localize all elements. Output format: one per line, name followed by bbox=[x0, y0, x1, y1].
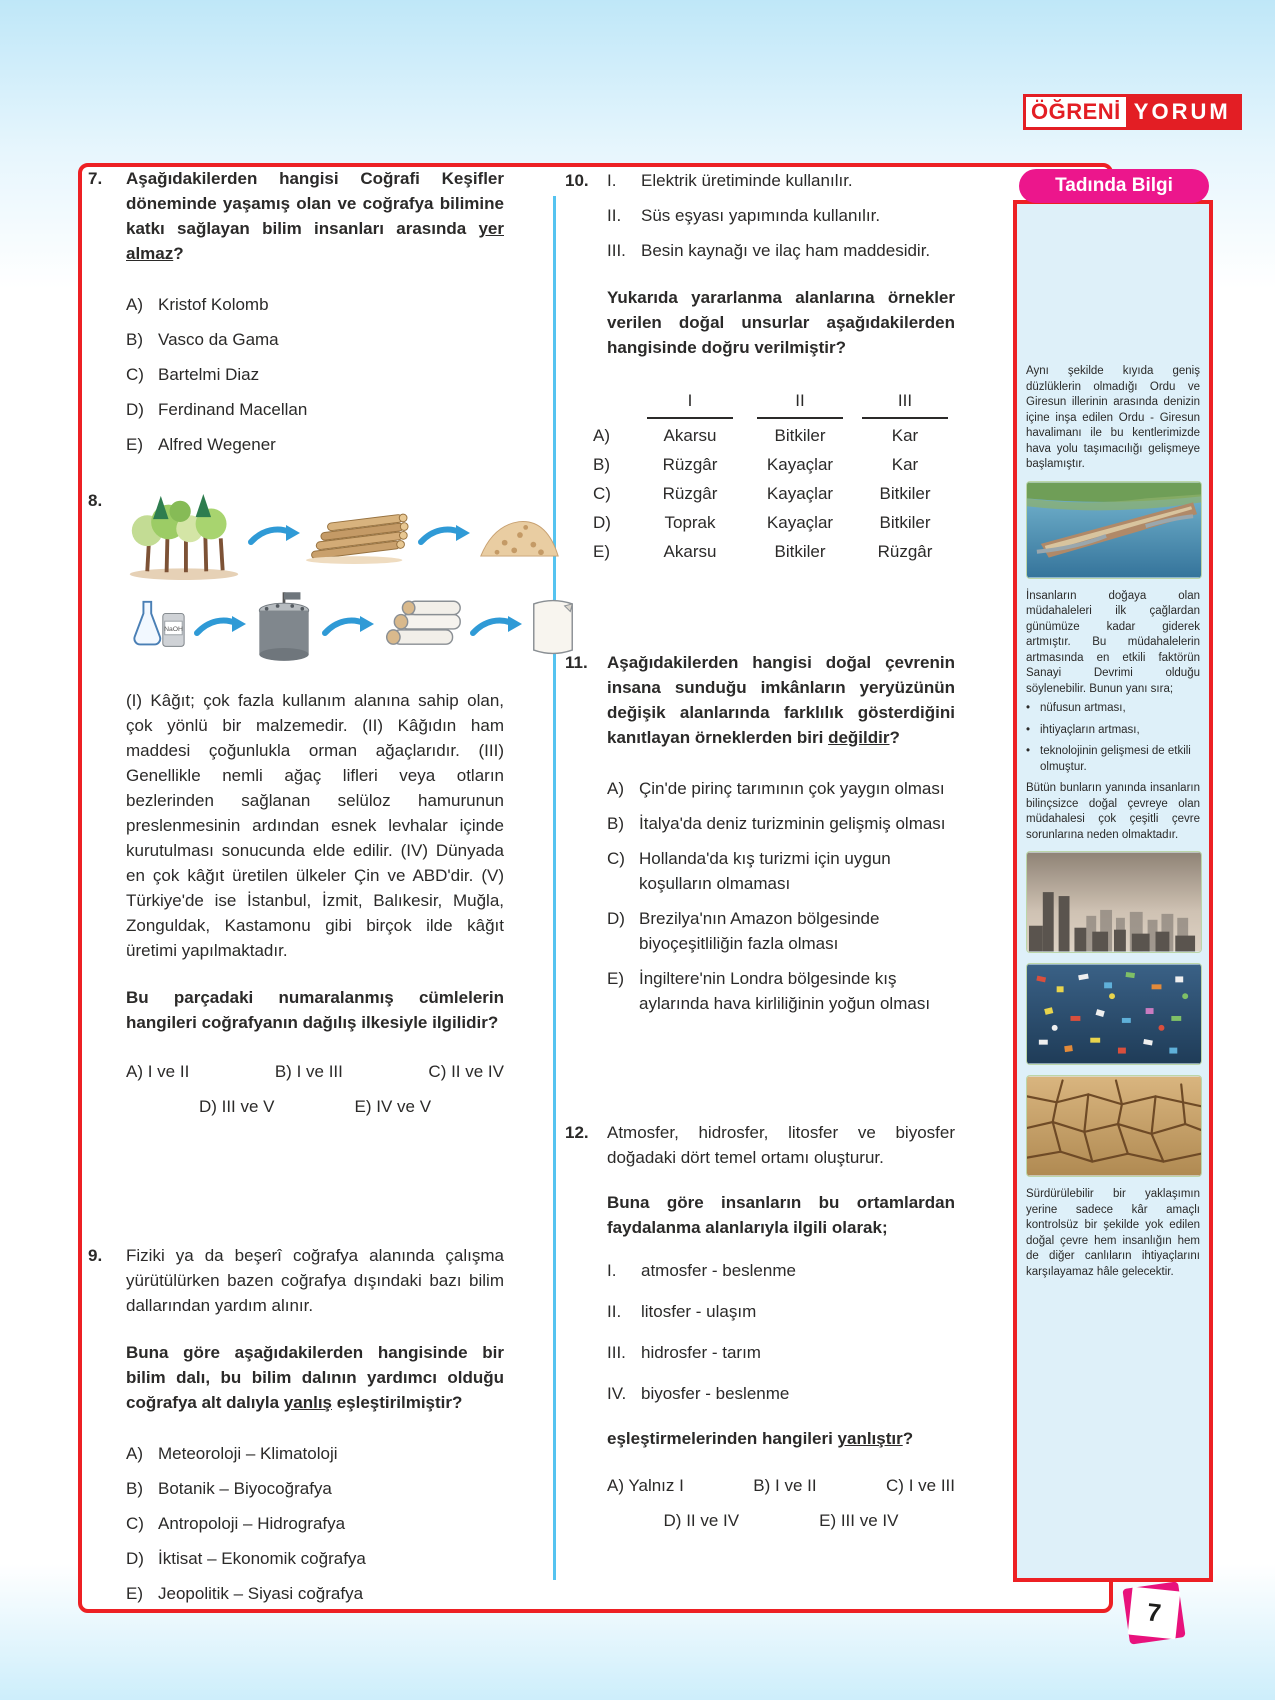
answer-option: D) Ferdinand Macellan bbox=[126, 400, 308, 419]
question-8 bbox=[88, 488, 504, 1119]
logo-text-left: ÖĞRENİ bbox=[1026, 97, 1126, 127]
page-number-badge bbox=[1126, 1585, 1182, 1641]
paper-sheet-icon bbox=[528, 596, 578, 658]
process-arrow-icon bbox=[418, 524, 470, 548]
answer-option: B) I ve III bbox=[274, 1062, 343, 1081]
answer-option: B) I ve II bbox=[753, 1476, 817, 1495]
answer-option: C) Bartelmi Diaz bbox=[126, 365, 260, 384]
airport-on-sea-aerial-photo bbox=[1026, 481, 1202, 579]
answer-option: D) Brezilya'nın Amazon bölgesinde biyoçeşitliliğin fazla olması bbox=[607, 909, 880, 953]
bullet-item: • teknolojinin gelişmesi de etkili olmuştur. bbox=[1026, 744, 1200, 775]
sidebar-paragraph-2: İnsanların doğaya olan müdahaleleri ilk çağlardan günümüze kadar giderek artmıştır. Bu müdahalelerin artmasında en etkili faktörün Sanayi Devrimi olduğu söylenebilir. Bunun yanı sıra; bbox=[1026, 589, 1200, 695]
drought-cracked-soil-photo bbox=[1026, 1075, 1202, 1177]
tadinda-bilgi-title: Tadında Bilgi bbox=[1019, 169, 1209, 203]
paper-production-illustration bbox=[126, 490, 578, 664]
bullet-item: • nüfusun artması, bbox=[1026, 701, 1200, 717]
question-12 bbox=[565, 1120, 955, 1533]
answer-option: E) IV ve V bbox=[354, 1097, 432, 1116]
answer-table bbox=[593, 388, 953, 564]
question-intro: Atmosfer, hidrosfer, litosfer ve biyosfer doğadaki dört temel ortamı oluşturur. bbox=[607, 1123, 955, 1167]
answer-option: D) İktisat – Ekonomik coğrafya bbox=[126, 1549, 366, 1568]
process-arrow-icon bbox=[322, 615, 374, 639]
process-arrow-icon bbox=[248, 524, 300, 548]
answer-option: D) II ve IV bbox=[663, 1511, 740, 1530]
ogreniyorum-logo bbox=[1023, 94, 1242, 130]
answer-option: E) İngiltere'nin Londra bölgesinde kış aylarında hava kirliliğinin yoğun olması bbox=[607, 969, 931, 1013]
city-air-pollution-photo bbox=[1026, 851, 1202, 953]
question-11 bbox=[565, 650, 955, 1026]
forest-trees-icon bbox=[126, 490, 242, 582]
paper-rolls-icon bbox=[380, 599, 464, 655]
question-number: 8. bbox=[88, 491, 103, 510]
question-stem-2: eşleştirmelerinden hangileri yanlıştır? bbox=[607, 1429, 914, 1448]
question-number: 12. bbox=[565, 1123, 589, 1142]
polluted-sea-garbage-photo bbox=[1026, 963, 1202, 1065]
table-row: E) Akarsu Bitkiler Rüzgâr bbox=[593, 542, 933, 561]
question-7 bbox=[88, 166, 504, 467]
table-row: A) Akarsu Bitkiler Kar bbox=[593, 426, 919, 445]
question-stem: Aşağıdakilerden hangisi Coğrafi Keşifler döneminde yaşamış olan ve coğrafya bilimine katkı sağlayan bilim insanları arasında yer almaz? bbox=[126, 169, 504, 263]
numbered-statement: I. Elektrik üretiminde kullanılır. bbox=[607, 171, 853, 190]
numbered-statement: II. Süs eşyası yapımında kullanılır. bbox=[607, 206, 881, 225]
answer-option: A) I ve II bbox=[126, 1062, 190, 1081]
logo-text-right: YORUM bbox=[1126, 97, 1239, 127]
process-arrow-icon bbox=[194, 615, 246, 639]
numbered-pair: II. litosfer - ulaşım bbox=[607, 1302, 757, 1321]
sidebar-paragraph-3: Bütün bunların yanında insanların bilinçsizce doğal çevreye olan müdahalesi çok çeşitli çevre sorunlarına neden olmaktadır. bbox=[1026, 782, 1200, 841]
answer-option: A) Çin'de pirinç tarımının çok yaygın olması bbox=[607, 779, 945, 798]
answer-option: A) Meteoroloji – Klimatoloji bbox=[126, 1444, 338, 1463]
sidebar-paragraph-1: Aynı şekilde kıyıda geniş düzlüklerin olmadığı Ordu ve Giresun illerinin arasında denizin içine inşa edilen Ordu - Giresun havalimanı ile bu kentlerimizde hava yolu taşımacılığı gelişmeye başlamıştır. bbox=[1026, 365, 1200, 470]
question-9 bbox=[88, 1243, 504, 1616]
question-number: 10. bbox=[565, 171, 589, 190]
question-10 bbox=[565, 168, 955, 568]
question-stem: Buna göre insanların bu ortamlardan faydalanma alanlarıyla ilgili olarak; bbox=[607, 1193, 955, 1237]
bullet-item: • ihtiyaçların artması, bbox=[1026, 723, 1200, 739]
bullet-icon: • bbox=[1026, 702, 1031, 714]
page-number: 7 bbox=[1128, 1587, 1181, 1640]
question-number: 9. bbox=[88, 1246, 103, 1265]
answer-option: B) Vasco da Gama bbox=[126, 330, 279, 349]
answer-option: B) Botanik – Biyocoğrafya bbox=[126, 1479, 332, 1498]
numbered-pair: IV. biyosfer - beslenme bbox=[607, 1384, 790, 1403]
table-row: D) Toprak Kayaçlar Bitkiler bbox=[593, 513, 931, 532]
table-header-row: I II III bbox=[593, 388, 953, 419]
question-number: 7. bbox=[88, 169, 103, 188]
answer-option: E) III ve IV bbox=[819, 1511, 899, 1530]
question-number: 11. bbox=[565, 653, 588, 672]
numbered-pair: III. hidrosfer - tarım bbox=[607, 1343, 761, 1362]
table-row: C) Rüzgâr Kayaçlar Bitkiler bbox=[593, 484, 931, 503]
question-stem: Aşağıdakilerden hangisi doğal çevrenin insana sunduğu imkânların yeryüzünün değişik alanlarında farklılık gösterdiğini kanıtlayan örneklerden biri değildir? bbox=[607, 653, 955, 747]
pulp-boiler-icon bbox=[252, 590, 316, 664]
question-paragraph: (I) Kâğıt; çok fazla kullanım alanına sahip olan, çok yönlü bir malzemedir. (II) Kâğıdın ham maddesi çoğunlukla orman ağaçlarıdır. (III) Genellikle nemli ağaç lifleri veya otların bezlerinden sağlanan selüloz hamurunun preslenmesinin ardından esnek levhalar içinde kurutulması sonucunda elde edilir. (IV) Dünyada en çok kâğıt üretilen ülkeler Çin ve ABD'dir. (V) Türkiye'de ise İstanbul, İzmit, Balıkesir, Muğla, Zonguldak, Kastamonu gibi birçok ilde kâğıt üretimi yapılmaktadır. bbox=[126, 691, 504, 960]
column-divider bbox=[553, 196, 556, 1580]
numbered-pair: I. atmosfer - beslenme bbox=[607, 1261, 796, 1280]
question-stem: Bu parçadaki numaralanmış cümlelerin hangileri coğrafyanın dağılış ilkesiyle ilgilidir? bbox=[126, 988, 504, 1032]
answer-option: A) Kristof Kolomb bbox=[126, 295, 269, 314]
bullet-icon: • bbox=[1026, 745, 1031, 757]
question-intro: Fiziki ya da beşerî coğrafya alanında çalışma yürütülürken bazen coğrafya dışındaki bazı bilim dallarından yardım alınır. bbox=[126, 1246, 504, 1315]
sidebar-paragraph-4: Sürdürülebilir bir yaklaşımın yerine sadece kâr amaçlı kontrolsüz bir şekilde yok edilen doğal çevre hem insanlığın hem de diğer canlıların ihtiyaçlarını karşılayamaz hâle gelecektir. bbox=[1026, 1188, 1200, 1278]
answer-option: C) II ve IV bbox=[428, 1062, 504, 1081]
numbered-statement: III. Besin kaynağı ve ilaç ham maddesidir. bbox=[607, 241, 931, 260]
question-stem: Buna göre aşağıdakilerden hangisinde bir bilim dalı, bu bilim dalının yardımcı olduğu coğrafya alt dalıyla yanlış eşleştirilmiştir? bbox=[126, 1343, 504, 1412]
log-pile-icon bbox=[306, 507, 412, 565]
answer-option: A) Yalnız I bbox=[607, 1476, 684, 1495]
answer-option: C) I ve III bbox=[886, 1476, 955, 1495]
question-stem: Yukarıda yararlanma alanlarına örnekler verilen doğal unsurlar aşağıdakilerden hangisinde doğru verilmiştir? bbox=[607, 288, 955, 357]
answer-option: C) Hollanda'da kış turizmi için uygun koşulların olmaması bbox=[607, 849, 891, 893]
tadinda-bilgi-panel bbox=[1013, 200, 1213, 1582]
wood-chips-icon bbox=[476, 510, 562, 562]
table-row: B) Rüzgâr Kayaçlar Kar bbox=[593, 455, 919, 474]
chemicals-icon bbox=[126, 596, 188, 658]
answer-option: C) Antropoloji – Hidrografya bbox=[126, 1514, 346, 1533]
answer-option: E) Jeopolitik – Siyasi coğrafya bbox=[126, 1584, 364, 1603]
process-arrow-icon bbox=[470, 615, 522, 639]
sidebar-bullet-list bbox=[1026, 701, 1200, 775]
bullet-icon: • bbox=[1026, 723, 1031, 736]
answer-option: D) III ve V bbox=[198, 1097, 275, 1116]
answer-option: B) İtalya'da deniz turizminin gelişmiş olması bbox=[607, 814, 946, 833]
svg-text:NaOH: NaOH bbox=[164, 625, 183, 633]
answer-option: E) Alfred Wegener bbox=[126, 435, 276, 454]
